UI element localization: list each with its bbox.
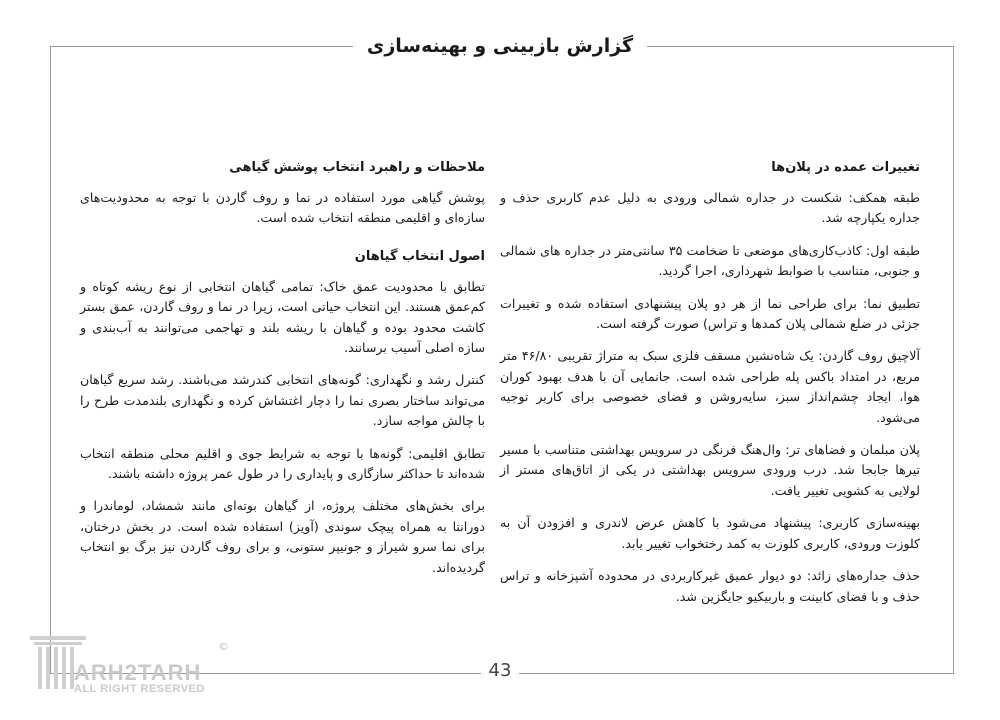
- page-title: گزارش بازبینی و بهینه‌سازی: [353, 35, 647, 57]
- paragraph: حذف جداره‌های زائد: دو دیوار عمیق غیرکاربردی در محدوده آشپزخانه و تراس حذف و با فضای کابینت و باربیکیو جایگزین شد.: [500, 568, 920, 604]
- watermark-copyright: ©: [218, 640, 229, 653]
- paragraph: برای بخش‌های مختلف پروژه، از گیاهان بوته‌ای مانند شمشاد، لوماندرا و دورانتا به همراه پیچک سوندی (آویز) استفاده شده است. در بخش درختان، برای نما سرو شیراز و جونیپر ستونی، و برای روف گاردن نیز برگ بو انتخاب گردیده‌اند.: [80, 498, 485, 575]
- paragraph: کنترل رشد و نگهداری: گونه‌های انتخابی کندرشد می‌باشند. رشد سریع گیاهان می‌تواند ساختار بصری نما را دچار اغتشاش کرده و نگهداری بلندمدت طرح را با چالش مواجه سازد.: [80, 372, 485, 429]
- paragraph: پوشش گیاهی مورد استفاده در نما و روف گاردن با توجه به محدودیت‌های سازه‌ای و اقلیمی منطقه انتخاب شده است.: [80, 190, 485, 226]
- paragraph: تطابق اقلیمی: گونه‌ها با توجه به شرایط جوی و اقلیم محلی منطقه انتخاب شده‌اند تا حداکثر سازگاری و پایداری را در طول عمر پروژه داشته باشند.: [80, 445, 485, 482]
- paragraph: طبقه همکف: شکست در جداره شمالی ورودی به دلیل عدم کاربری حذف و جداره یکپارچه شد.: [500, 190, 920, 226]
- plan-changes-heading: تغییرات عمده در پلان‌ها: [771, 160, 920, 175]
- paragraph: آلاچیق روف گاردن: یک شاه‌نشین مسقف فلزی سبک به متراژ تقریبی ۴۶/۸۰ متر مربع، در امتداد باکس پله طراحی شده است. جانمایی آن با هدف بهبود کوران هوا، ایجاد چشم‌انداز سبز، سایه‌روشن و فضای خصوصی برای کاربر توجیه می‌شود.: [500, 348, 920, 425]
- paragraph: بهینه‌سازی کاربری: پیشنهاد می‌شود با کاهش عرض لاندری و افزودن آن به کلوزت ورودی، کاربری کلوزت به کمد رختخواب تغییر یابد.: [500, 515, 920, 551]
- paragraph: تطبیق نما: برای طراحی نما از هر دو پلان پیشنهادی استفاده شده و تغییرات جزئی در ضلع شمالی پلان کمدها و تراس) صورت گرفته است.: [500, 295, 920, 332]
- paragraph: پلان مبلمان و فضاهای تر: وال‌هنگ فرنگی در سرویس بهداشتی متناسب با مسیر تیرها جابجا شد. درب ورودی سرویس بهداشتی در یکی از اتاق‌های مستر از لولایی به کشویی تغییر یافت.: [500, 442, 920, 498]
- watermark-brand: ARH2TARH: [74, 660, 202, 685]
- page-number: 43: [481, 660, 520, 681]
- watermark-rights: ALL RIGHT RESERVED: [74, 683, 205, 695]
- paragraph: تطابق با محدودیت عمق خاک: تمامی گیاهان انتخابی از نوع ریشه کوتاه و کم‌عمق هستند. این انتخاب حیاتی است، زیرا در نما و روف گاردن، عمق بستر کاشت محدود بوده و گیاهان با ریشه بلند و تهاجمی می‌توانند به آب‌بندی و سازه اصلی آسیب برسانند.: [80, 278, 485, 356]
- vegetation-strategy-heading: ملاحظات و راهبرد انتخاب پوشش گیاهی: [229, 160, 485, 175]
- page-title-wrap: [0, 32, 1000, 60]
- left-column: [80, 158, 485, 590]
- plant-selection-heading: اصول انتخاب گیاهان: [354, 248, 485, 264]
- watermark-logo: [18, 620, 238, 700]
- right-column: [500, 158, 920, 619]
- paragraph: طبقه اول: کاذب‌کاری‌های موضعی تا ضخامت ۳۵ سانتی‌متر در جداره های شمالی و جنوبی، متناسب با ضوابط شهرداری، اجرا گردید.: [500, 242, 920, 279]
